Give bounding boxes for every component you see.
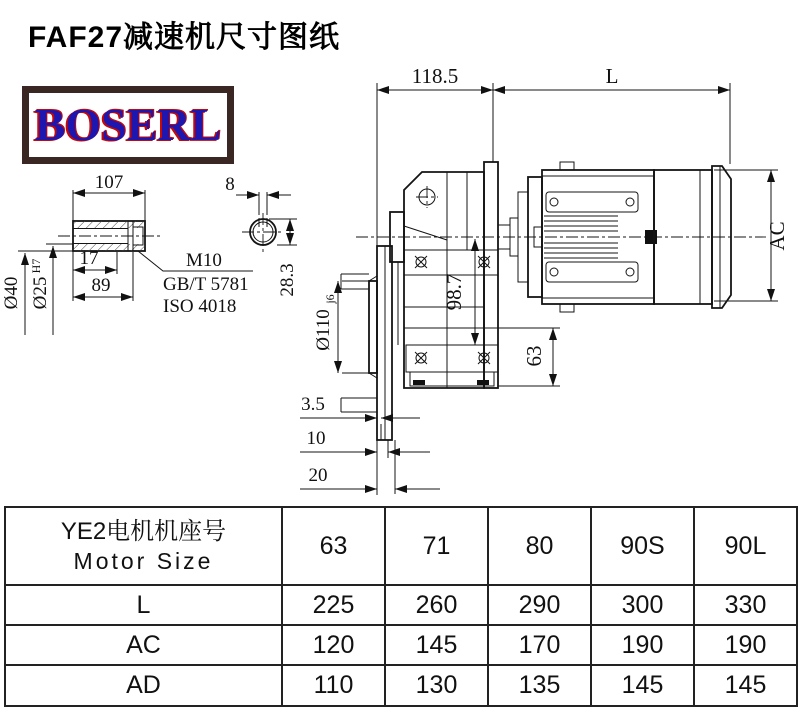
column-header: 80 (488, 507, 591, 585)
motor-size-label-en: Motor Size (73, 548, 214, 575)
row-label: L (5, 585, 282, 625)
table-cell: 225 (282, 585, 385, 625)
table-cell: 330 (694, 585, 797, 625)
iso-standard-label: ISO 4018 (163, 296, 237, 317)
table-cell: 260 (385, 585, 488, 625)
table-header-motor-size (5, 507, 282, 585)
page-title: FAF27减速机尺寸图纸 (28, 21, 341, 54)
column-header: 71 (385, 507, 488, 585)
dim-10-label: 10 (306, 428, 326, 449)
dim-118-5-label: 118.5 (411, 64, 459, 88)
shaft-detail-view (1, 172, 298, 335)
table-cell: 290 (488, 585, 591, 625)
dia-40-label: Ø40 (1, 276, 22, 310)
motor-size-label-cn: YE2电机机座号 (60, 518, 227, 545)
table-cell: 130 (385, 665, 488, 706)
dim-3-5-label: 3.5 (301, 394, 325, 415)
gbt-standard-label: GB/T 5781 (163, 274, 249, 295)
table-cell: 145 (694, 665, 797, 706)
column-header: 63 (282, 507, 385, 585)
table-header-row (5, 507, 797, 585)
table-cell: 190 (694, 625, 797, 665)
dia-110-label: Ø110 (313, 309, 334, 351)
main-side-view (300, 64, 789, 495)
column-header: 90L (694, 507, 797, 585)
dim-17-label: 17 (79, 248, 99, 269)
table-row (5, 585, 797, 625)
dim-AC-label: AC (765, 221, 789, 251)
thread-spec-label: M10 (186, 250, 222, 271)
table-row (5, 625, 797, 665)
table-cell: 110 (282, 665, 385, 706)
table-cell: 145 (591, 665, 694, 706)
table-cell: 135 (488, 665, 591, 706)
dim-98-7-label: 98.7 (442, 273, 466, 311)
row-label: AD (5, 665, 282, 706)
table-row (5, 665, 797, 706)
table-cell: 170 (488, 625, 591, 665)
dia-25-tolerance: H7 (29, 258, 43, 274)
dia-25-label: Ø25 (30, 276, 51, 310)
dim-20-label: 20 (308, 465, 328, 486)
dim-8-label: 8 (225, 174, 235, 195)
dim-L-label: L (605, 64, 619, 88)
table-cell: 300 (591, 585, 694, 625)
dim-63-label: 63 (522, 345, 546, 367)
dia-110-tolerance: j6 (323, 294, 337, 304)
dim-107-label: 107 (94, 172, 124, 193)
table-cell: 145 (385, 625, 488, 665)
row-label: AC (5, 625, 282, 665)
brand-logo-text: BOSERL (34, 99, 222, 150)
motor-size-table (4, 506, 798, 707)
dim-89-label: 89 (91, 275, 111, 296)
dim-28-3-label: 28.3 (277, 263, 298, 297)
table-cell: 190 (591, 625, 694, 665)
column-header: 90S (591, 507, 694, 585)
table-cell: 120 (282, 625, 385, 665)
